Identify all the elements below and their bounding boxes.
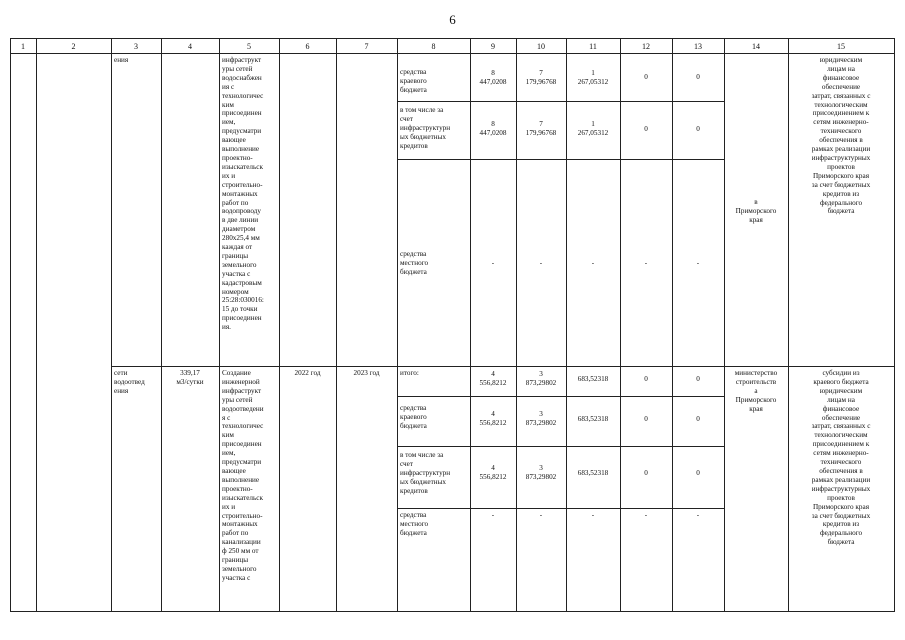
header-col-12: 12 [642,42,650,51]
row2-end-year: 2023 год [353,369,380,377]
header-col-1: 1 [21,42,25,51]
row1-sub3-c10: - [539,259,543,267]
header-col-3: 3 [134,42,138,51]
row1-sub2-label: в том числе за счет инфраструктурн ых бюджетных кредитов [400,106,451,150]
header-col-14: 14 [752,42,760,51]
header-col-5: 5 [247,42,251,51]
row2-sub3-c13: 0 [696,469,700,477]
row2-sub2-c9: 4 556,8212 [479,410,507,427]
row2-sub4-c11: - [591,511,595,519]
row2-sub2-c11: 683,52318 [577,415,609,423]
row2-sub1-c11: 683,52318 [577,375,609,383]
row2-sub1-c10: 3 873,29802 [525,370,557,387]
row2-sub1-c9: 4 556,8212 [479,370,507,387]
row2-sub1-c12: 0 [644,375,648,383]
header-col-6: 6 [305,42,310,51]
row2-responsible: министерство строительств а Приморского края [734,369,778,413]
row2-funding-note: субсидии из краевого бюджета юридическим лицам на финансовое обеспечение затрат, связанных с технологическим присоединением к сетям инженерно- технического обеспечения в рамках реализации инфраструктурных проектов Приморского края за счет бюджетных кредитов из федерального бюджета [811,369,871,547]
row1-sub1-c11: 1 267,05312 [577,69,609,86]
row1-sub3-c11: - [591,259,595,267]
header-col-2: 2 [71,42,76,51]
row1-sub3-label: средства местного бюджета [400,250,429,276]
row1-sub3-c13: - [696,259,700,267]
row2-sub2-c10: 3 873,29802 [525,410,557,427]
row2-sub4-c12: - [644,511,648,519]
row1-sub2-c9: 8 447,0208 [479,120,507,137]
row2-sub3-c11: 683,52318 [577,469,609,477]
row1-sub1-label: средства краевого бюджета [400,68,427,94]
row1-sub3-c12: - [644,259,648,267]
row2-description: Создание инженерной инфраструкт уры сетей водоотведени я с технологичес ким присоединен ием, предусматри вающее выполнение проектно- изыскательск их и строительно- монтажных работ по канализации ф 250 мм от границы земельного участка с [222,369,264,582]
row2-sub4-c10: - [539,511,543,519]
row1-sub3-c9: - [491,259,495,267]
row1-object-type: ения [114,56,129,64]
header-col-7: 7 [364,42,369,51]
row2-sub3-c10: 3 873,29802 [525,464,557,481]
row1-description: инфраструкт уры сетей водоснабжен ия с технологичес ким присоединен ием, предусматри вающее выполнение проектно- изыскательск их и строительно- монтажных работ по водопроводу в две линии диаметром 280х25,4 мм каждая от границы земельного участка с кадастровым номером 25:28:030016: 15 до точки присоединен ия. [222,56,264,332]
header-col-9: 9 [491,42,495,51]
row1-sub2-c12: 0 [644,125,648,133]
page-number: 6 [449,12,456,27]
row1-sub1-c9: 8 447,0208 [479,69,507,86]
header-col-13: 13 [694,42,702,51]
row1-sub2-c13: 0 [696,125,700,133]
row2-sub2-label: средства краевого бюджета [400,404,427,430]
row1-funding-note: юридическим лицам на финансовое обеспечение затрат, связанных с технологическим присоединением к сетям инженерно- технического обеспечения в рамках реализации инфраструктурных проектов Приморского края за счет бюджетных кредитов из федерального бюджета [811,56,871,216]
row2-sub4-c9: - [491,511,495,519]
row1-sub2-c10: 7 179,96768 [525,120,557,137]
row1-sub1-c12: 0 [644,73,648,81]
row2-object-type: сети водоотвед ения [114,369,145,395]
row2-sub3-c12: 0 [644,469,648,477]
header-col-4: 4 [188,42,192,51]
row2-capacity: 339,17 м3/сутки [176,369,204,386]
row1-sub2-c11: 1 267,05312 [577,120,609,137]
header-col-10: 10 [537,42,545,51]
row2-sub3-label: в том числе за счет инфраструктурн ых бюджетных кредитов [400,451,451,495]
row2-sub4-label: средства местного бюджета [400,511,429,537]
header-col-8: 8 [431,42,436,51]
row2-sub3-c9: 4 556,8212 [479,464,507,481]
header-col-15: 15 [837,42,845,51]
row2-sub1-c13: 0 [696,375,700,383]
row1-responsible: в Приморского края [735,198,777,224]
row2-sub2-c13: 0 [696,415,700,423]
row1-sub1-c10: 7 179,96768 [525,69,557,86]
row1-sub1-c13: 0 [696,73,700,81]
header-col-11: 11 [589,42,597,51]
row2-sub2-c12: 0 [644,415,648,423]
row2-sub1-label: итого: [400,369,419,377]
row2-sub4-c13: - [696,511,700,519]
row2-start-year: 2022 год [294,369,321,377]
